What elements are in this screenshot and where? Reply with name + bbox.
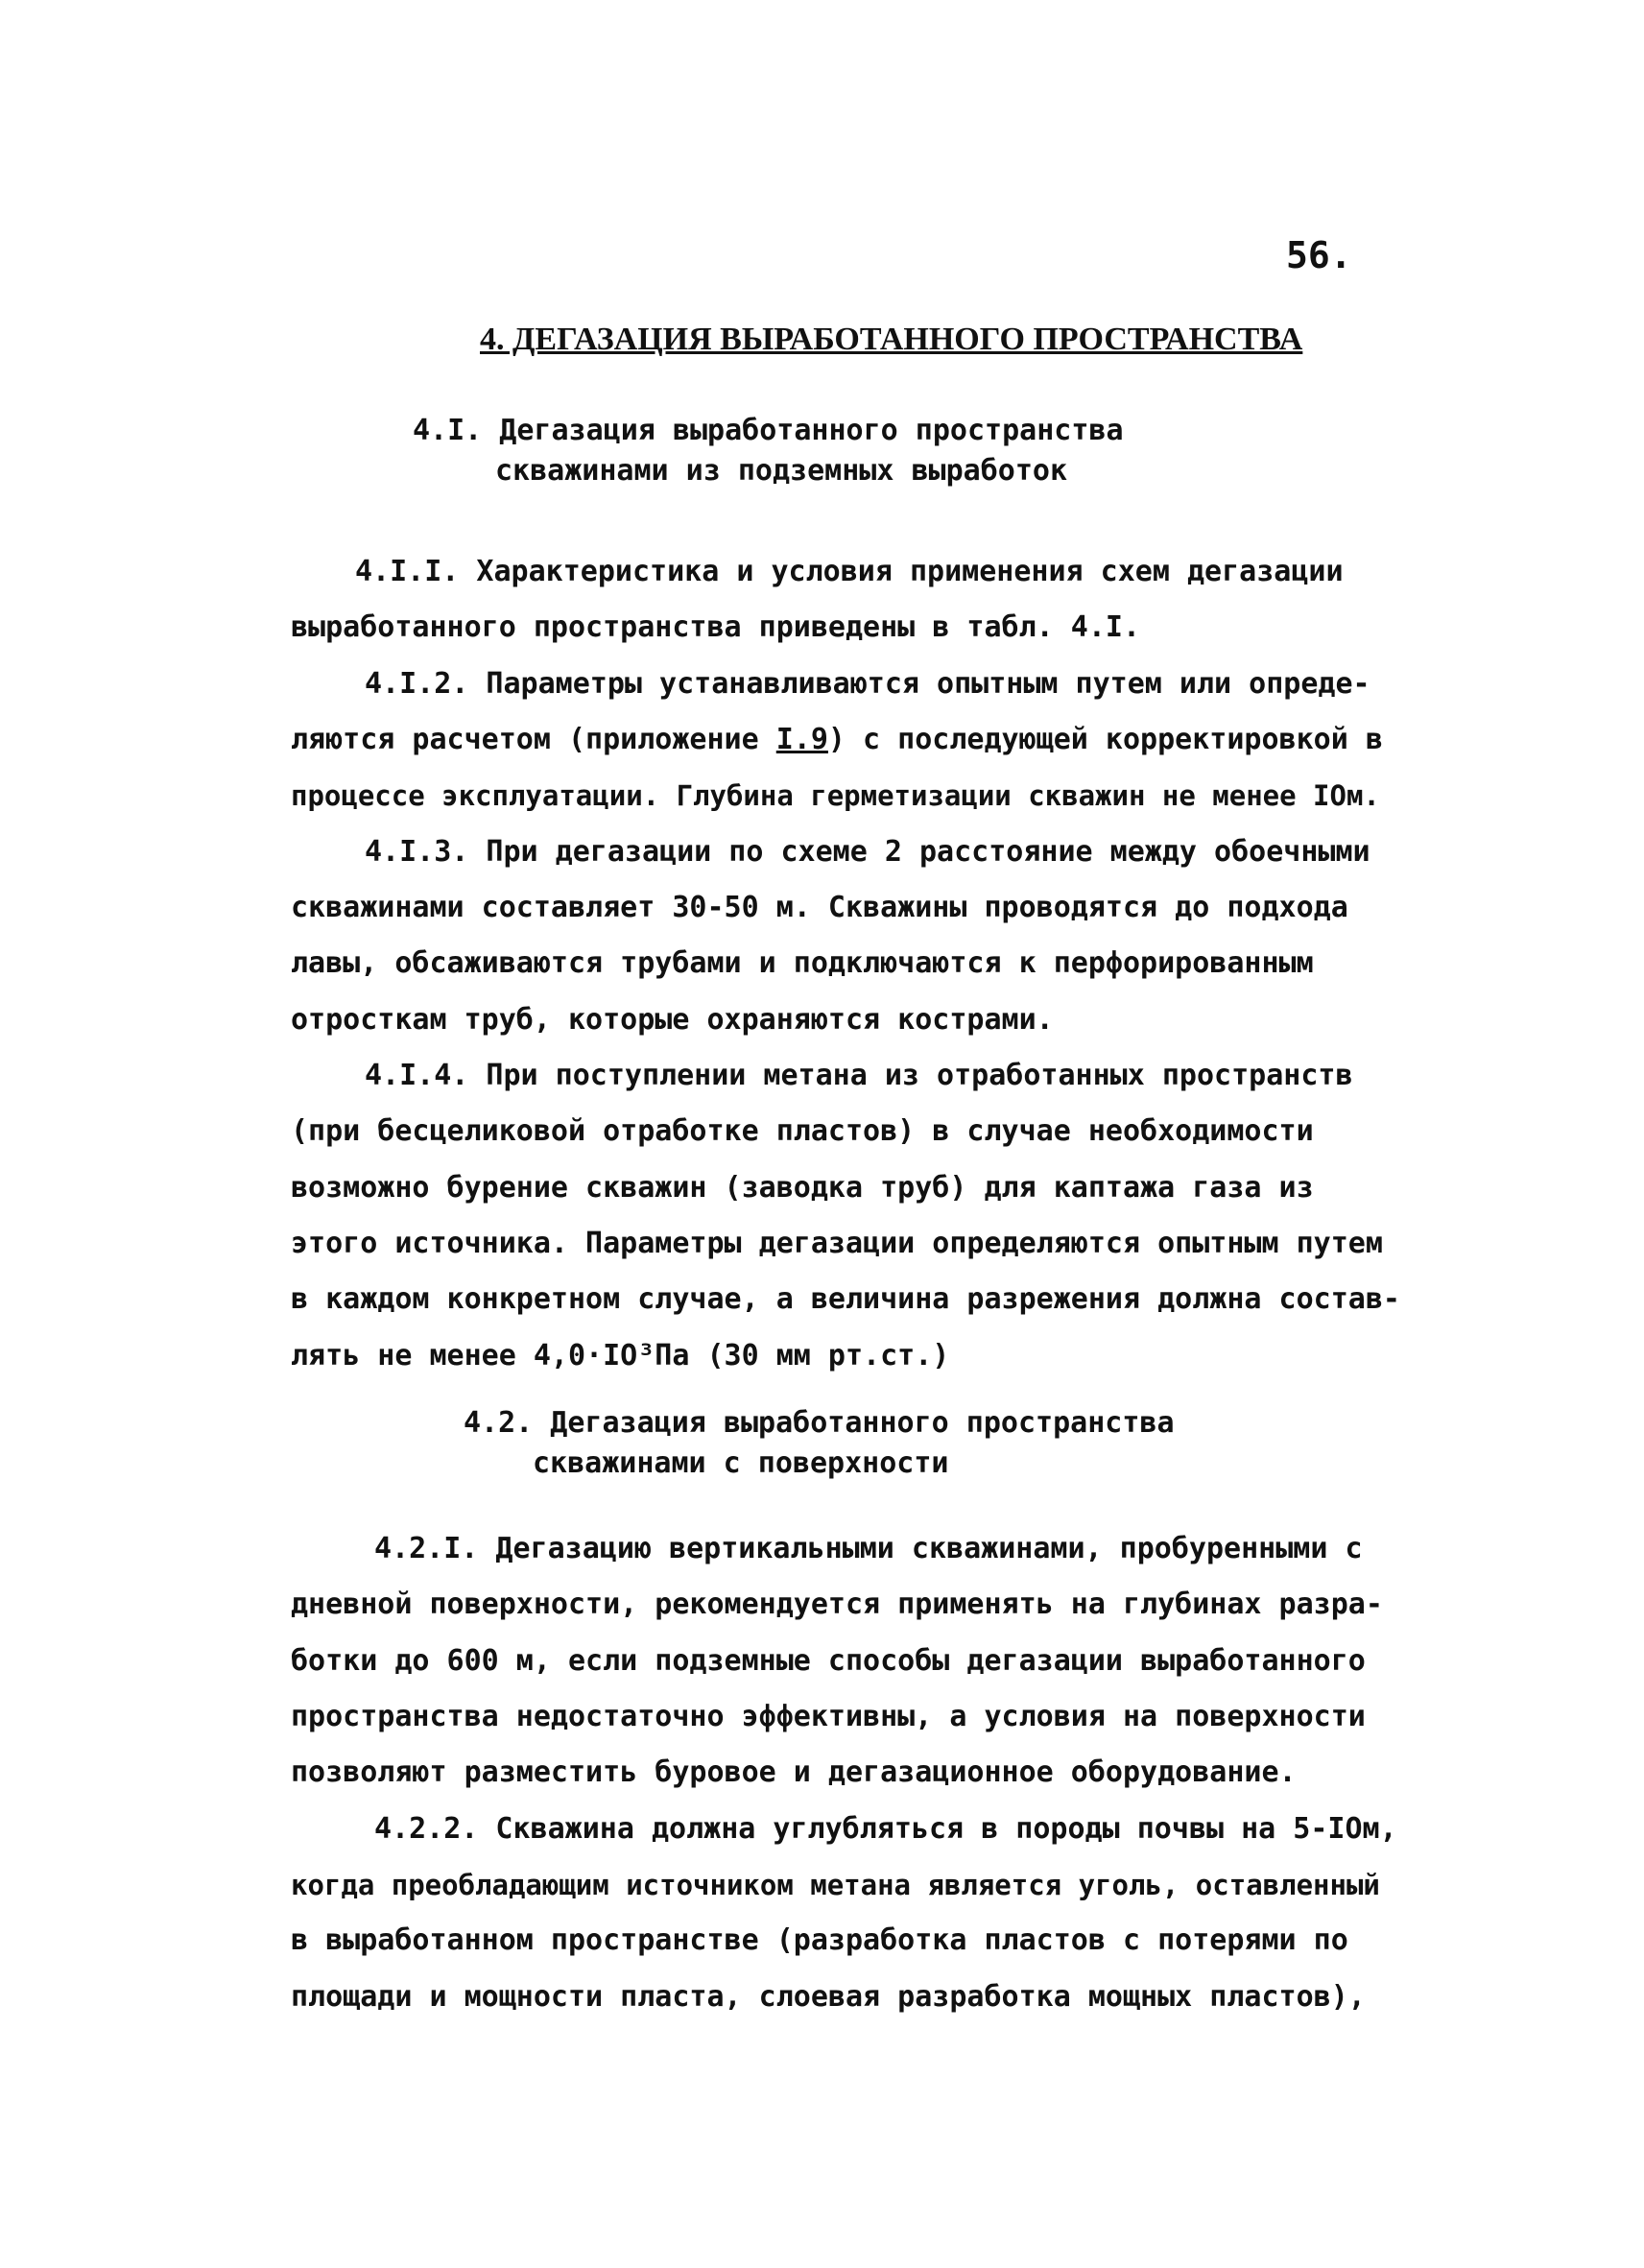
paragraph-line: в каждом конкретном случае, а величина разрежения должна состав-	[291, 1282, 1400, 1316]
paragraph-line: дневной поверхности, рекомендуется применять на глубинах разра-	[291, 1588, 1383, 1621]
section-4-1-title-line1: 4.I. Дегазация выработанного пространства	[413, 414, 1124, 447]
paragraph-line: лавы, обсаживаются трубами и подключаются к перфорированным	[291, 946, 1314, 980]
paragraph-line: скважинами составляет 30-50 м. Скважины проводятся до подхода	[291, 891, 1348, 924]
paragraph-line: лять не менее 4,0·IO³Па (30 мм рт.ст.)	[291, 1339, 950, 1373]
paragraph-line: выработанного пространства приведены в табл. 4.I.	[291, 610, 1141, 644]
paragraph-line: процессе эксплуатации. Глубина герметизации скважин не менее IOм.	[291, 779, 1380, 812]
paragraph-line: позволяют разместить буровое и дегазационное оборудование.	[291, 1755, 1297, 1789]
paragraph-line: (при бесцеликовой отработке пластов) в случае необходимости	[291, 1114, 1314, 1148]
paragraph-line: возможно бурение скважин (заводка труб) для каптажа газа из	[291, 1171, 1314, 1205]
paragraph-line	[291, 720, 1383, 760]
paragraph-line: 4.I.2. Параметры устанавливаются опытным путем или опреде-	[365, 667, 1370, 701]
paragraph-line: 4.I.4. При поступлении метана из отработанных пространств	[365, 1059, 1353, 1092]
section-4-2-title-line1: 4.2. Дегазация выработанного пространства	[464, 1406, 1175, 1440]
paragraph-line: пространства недостаточно эффективны, а условия на поверхности	[291, 1700, 1366, 1733]
paragraph-text: ляются расчетом (приложение	[291, 723, 776, 756]
section-4-1-title-line2: скважинами из подземных выработок	[495, 454, 1068, 488]
paragraph-line: 4.I.3. При дегазации по схеме 2 расстояние между обоечными	[365, 835, 1370, 869]
paragraph-line: площади и мощности пласта, слоевая разработка мощных пластов),	[291, 1980, 1366, 2014]
paragraph-line: ботки до 600 м, если подземные способы дегазации выработанного	[291, 1644, 1366, 1678]
paragraph-text: ) с последующей корректировкой в	[827, 723, 1383, 756]
paragraph-line: этого источника. Параметры дегазации определяются опытным путем	[291, 1227, 1383, 1260]
chapter-title: 4. ДЕГАЗАЦИЯ ВЫРАБОТАННОГО ПРОСТРАНСТВА	[480, 322, 1303, 357]
section-4-2-title-line2: скважинами с поверхности	[533, 1446, 949, 1480]
paragraph-line: когда преобладающим источником метана является уголь, оставленный	[291, 1869, 1380, 1901]
paragraph-line: 4.I.I. Характеристика и условия применения схем дегазации	[355, 555, 1344, 588]
section-4-2-title	[464, 1403, 1193, 1484]
paragraph-line: 4.2.I. Дегазацию вертикальными скважинами, пробуренными с	[374, 1532, 1363, 1565]
paragraph-line: 4.2.2. Скважина должна углубляться в породы почвы на 5-IOм,	[374, 1812, 1397, 1846]
appendix-reference: I.9	[775, 723, 828, 756]
paragraph-line: в выработанном пространстве (разработка пластов с потерями по	[291, 1923, 1348, 1957]
section-4-1-title	[413, 411, 1142, 491]
paragraph-line: отросткам труб, которые охраняются кострами.	[291, 1003, 1054, 1037]
page-number: 56.	[1286, 234, 1352, 276]
